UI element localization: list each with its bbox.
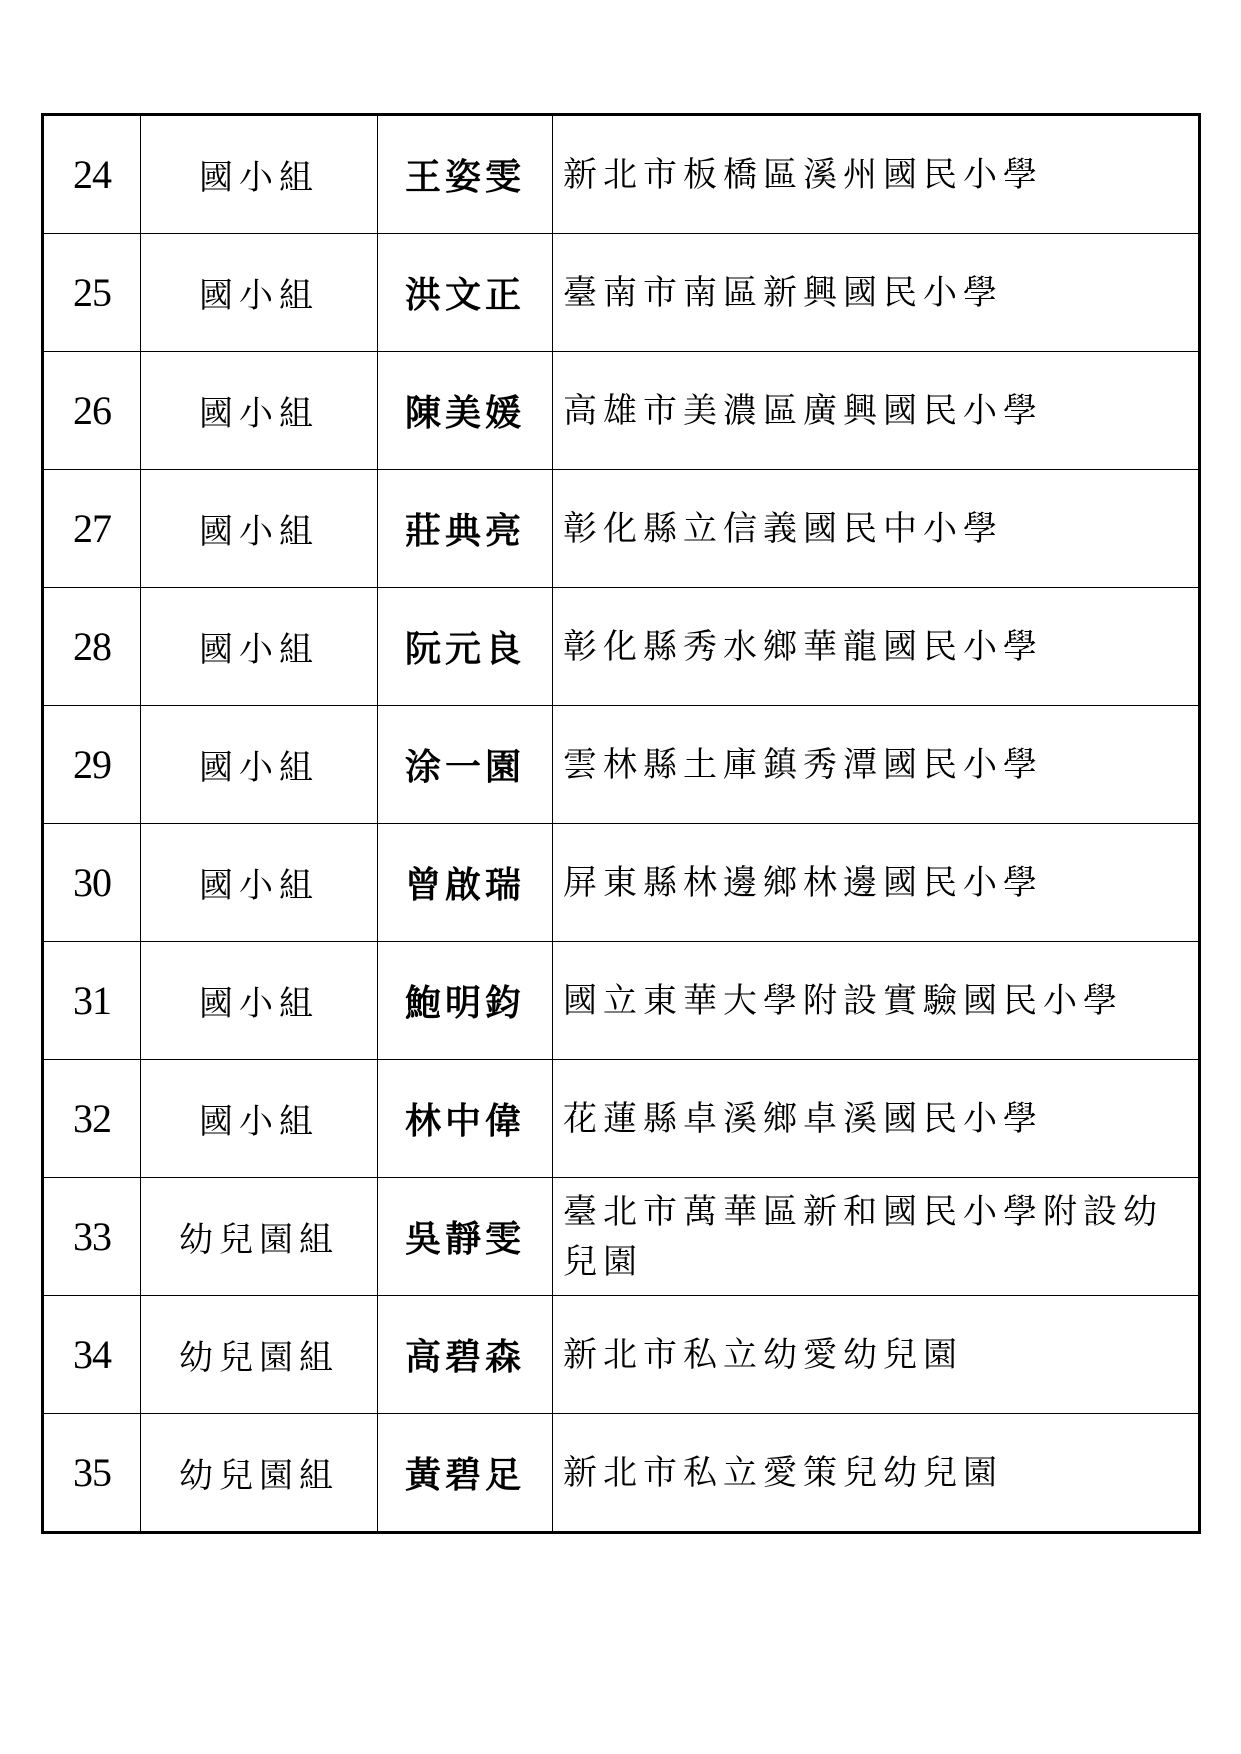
group-cell: 幼兒園組: [141, 1296, 378, 1414]
name-cell: 王姿雯: [378, 115, 553, 234]
school-cell: 國立東華大學附設實驗國民小學: [553, 942, 1200, 1060]
group-cell: 國小組: [141, 115, 378, 234]
table-row: [43, 824, 1200, 942]
row-number: 31: [43, 942, 141, 1060]
group-cell: 國小組: [141, 234, 378, 352]
table-row: [43, 1060, 1200, 1178]
name-cell: 洪文正: [378, 234, 553, 352]
table-row: [43, 942, 1200, 1060]
table-row: [43, 588, 1200, 706]
row-number: 33: [43, 1178, 141, 1296]
group-cell: 國小組: [141, 352, 378, 470]
school-cell: 新北市板橋區溪州國民小學: [553, 115, 1200, 234]
name-cell: 吳靜雯: [378, 1178, 553, 1296]
table-row: [43, 115, 1200, 234]
school-cell: 臺北市萬華區新和國民小學附設幼兒園: [553, 1178, 1200, 1296]
school-cell: 新北市私立幼愛幼兒園: [553, 1296, 1200, 1414]
name-cell: 陳美媛: [378, 352, 553, 470]
row-number: 30: [43, 824, 141, 942]
row-number: 26: [43, 352, 141, 470]
group-cell: 國小組: [141, 1060, 378, 1178]
table-row: [43, 470, 1200, 588]
school-cell: 臺南市南區新興國民小學: [553, 234, 1200, 352]
table-row: [43, 1296, 1200, 1414]
school-cell: 雲林縣土庫鎮秀潭國民小學: [553, 706, 1200, 824]
group-cell: 國小組: [141, 588, 378, 706]
row-number: 32: [43, 1060, 141, 1178]
row-number: 25: [43, 234, 141, 352]
name-cell: 莊典亮: [378, 470, 553, 588]
group-cell: 幼兒園組: [141, 1178, 378, 1296]
row-number: 29: [43, 706, 141, 824]
name-cell: 黃碧足: [378, 1414, 553, 1533]
group-cell: 國小組: [141, 706, 378, 824]
group-cell: 國小組: [141, 942, 378, 1060]
school-cell: 新北市私立愛策兒幼兒園: [553, 1414, 1200, 1533]
group-cell: 國小組: [141, 824, 378, 942]
table-row: [43, 234, 1200, 352]
group-cell: 國小組: [141, 470, 378, 588]
name-cell: 阮元良: [378, 588, 553, 706]
school-cell: 彰化縣秀水鄉華龍國民小學: [553, 588, 1200, 706]
table-row: [43, 352, 1200, 470]
name-cell: 高碧森: [378, 1296, 553, 1414]
school-cell: 彰化縣立信義國民中小學: [553, 470, 1200, 588]
name-cell: 林中偉: [378, 1060, 553, 1178]
group-cell: 幼兒園組: [141, 1414, 378, 1533]
row-number: 34: [43, 1296, 141, 1414]
table-row: [43, 1178, 1200, 1296]
name-cell: 涂一園: [378, 706, 553, 824]
name-cell: 鮑明鈞: [378, 942, 553, 1060]
awardee-table: [41, 113, 1201, 1534]
school-cell: 高雄市美濃區廣興國民小學: [553, 352, 1200, 470]
table-row: [43, 706, 1200, 824]
row-number: 24: [43, 115, 141, 234]
row-number: 35: [43, 1414, 141, 1533]
school-cell: 花蓮縣卓溪鄉卓溪國民小學: [553, 1060, 1200, 1178]
table-row: [43, 1414, 1200, 1533]
school-cell: 屏東縣林邊鄉林邊國民小學: [553, 824, 1200, 942]
row-number: 28: [43, 588, 141, 706]
row-number: 27: [43, 470, 141, 588]
name-cell: 曾啟瑞: [378, 824, 553, 942]
